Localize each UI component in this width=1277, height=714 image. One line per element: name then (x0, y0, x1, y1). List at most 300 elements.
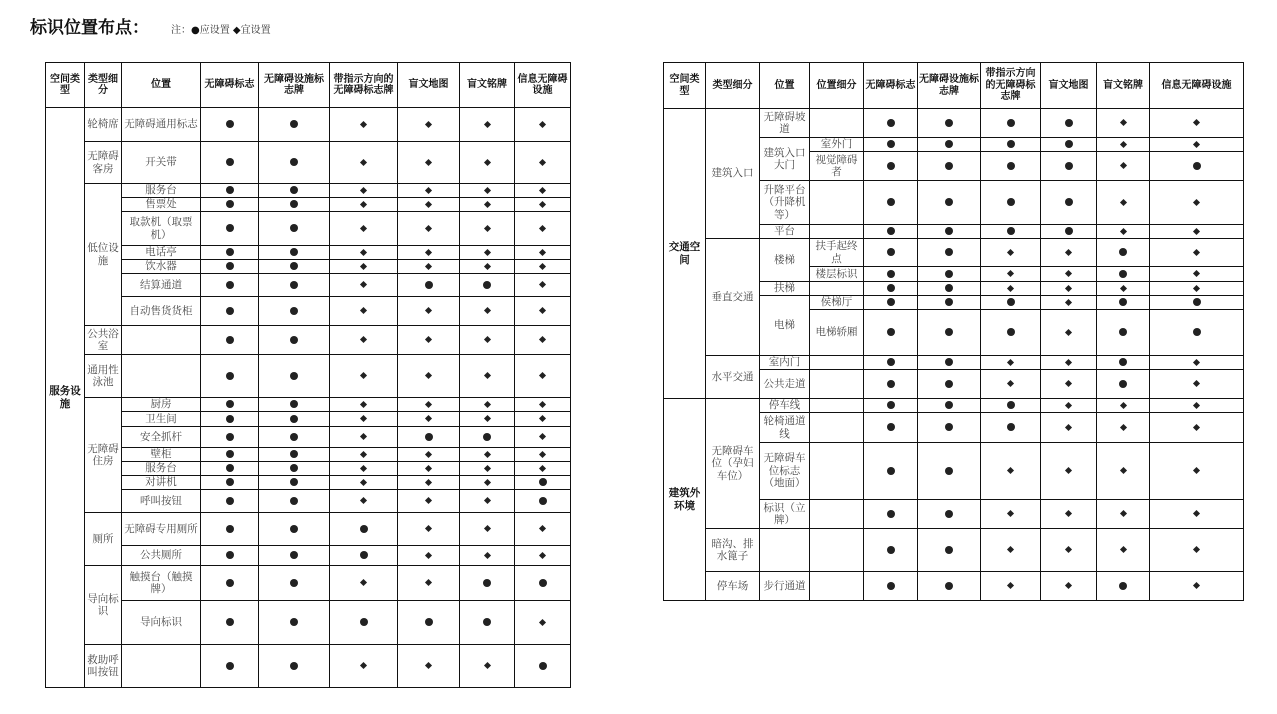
mark-cell (460, 212, 515, 246)
mark-cell (515, 246, 571, 260)
mark-cell (330, 398, 398, 412)
mark-cell (259, 448, 330, 462)
location-cell (122, 326, 201, 355)
mark-cell (918, 529, 981, 572)
mark-cell (259, 546, 330, 566)
table-row (46, 448, 571, 462)
circle-icon (290, 158, 298, 166)
mark-cell (460, 476, 515, 490)
diamond-icon (483, 525, 490, 532)
circle-icon (887, 467, 895, 475)
col-header: 空间类型 (664, 63, 706, 109)
col-header: 无障碍设施标志牌 (918, 63, 981, 109)
mark-cell (1097, 529, 1150, 572)
table-row (46, 566, 571, 601)
diamond-icon (360, 336, 367, 343)
mark-cell (918, 152, 981, 181)
mark-cell (201, 398, 259, 412)
mark-cell (515, 462, 571, 476)
circle-icon (539, 662, 547, 670)
mark-cell (330, 412, 398, 427)
circle-icon (887, 423, 895, 431)
mark-cell (1097, 356, 1150, 370)
location-cell: 导向标识 (122, 601, 201, 645)
circle-icon (945, 328, 953, 336)
location-cell: 取款机（取票机） (122, 212, 201, 246)
mark-cell (398, 476, 460, 490)
mark-cell (259, 142, 330, 184)
diamond-icon (1007, 359, 1014, 366)
circle-icon (290, 450, 298, 458)
diamond-icon (1065, 424, 1072, 431)
mark-cell (515, 448, 571, 462)
diamond-icon (425, 497, 432, 504)
diamond-icon (425, 415, 432, 422)
mark-cell (398, 546, 460, 566)
legend-note (171, 21, 271, 36)
subtype-cell: 轮椅席 (85, 108, 122, 142)
table-row (46, 476, 571, 490)
circle-icon (290, 336, 298, 344)
diamond-icon (360, 465, 367, 472)
circle-icon (1119, 298, 1127, 306)
diamond-icon (1065, 380, 1072, 387)
mark-cell (201, 546, 259, 566)
mark-cell (864, 181, 918, 225)
table-row (46, 546, 571, 566)
diamond-icon (1119, 510, 1126, 517)
diamond-icon (1119, 424, 1126, 431)
mark-cell (515, 198, 571, 212)
diamond-icon (483, 401, 490, 408)
mark-cell (515, 260, 571, 274)
mark-cell (201, 246, 259, 260)
mark-cell (201, 645, 259, 688)
mark-cell (918, 239, 981, 267)
mark-cell (1150, 356, 1244, 370)
mark-cell (201, 212, 259, 246)
mark-cell (1041, 152, 1097, 181)
diamond-icon (360, 415, 367, 422)
diamond-icon (360, 401, 367, 408)
diamond-icon (539, 201, 546, 208)
mark-cell (201, 142, 259, 184)
circle-icon (360, 618, 368, 626)
location-detail-cell (810, 529, 864, 572)
mark-cell (981, 370, 1041, 399)
mark-cell (330, 427, 398, 448)
diamond-icon (360, 225, 367, 232)
diamond-icon (425, 187, 432, 194)
location-cell: 平台 (760, 225, 810, 239)
mark-cell (398, 184, 460, 198)
right-table-body (664, 109, 1244, 601)
space-type-cell: 建筑外环境 (664, 399, 706, 601)
circle-icon (887, 298, 895, 306)
mark-cell (330, 326, 398, 355)
diamond-icon (1065, 546, 1072, 553)
mark-cell (1097, 109, 1150, 138)
circle-icon (887, 140, 895, 148)
location-cell: 开关带 (122, 142, 201, 184)
mark-cell (1041, 225, 1097, 239)
diamond-icon (483, 415, 490, 422)
mark-cell (460, 198, 515, 212)
circle-icon (226, 497, 234, 505)
circle-icon (1119, 270, 1127, 278)
mark-cell (515, 645, 571, 688)
diamond-icon (425, 307, 432, 314)
location-detail-cell: 室外门 (810, 138, 864, 152)
circle-icon (1007, 140, 1015, 148)
diamond-icon (1007, 380, 1014, 387)
diamond-icon (483, 187, 490, 194)
diamond-icon (1193, 199, 1200, 206)
location-detail-cell (810, 356, 864, 370)
header-row (46, 63, 571, 108)
location-cell: 无障碍通用标志 (122, 108, 201, 142)
diamond-icon (360, 662, 367, 669)
diamond-icon (360, 249, 367, 256)
location-detail-cell (810, 181, 864, 225)
mark-cell (515, 490, 571, 513)
mark-cell (515, 427, 571, 448)
mark-cell (515, 355, 571, 398)
mark-cell (515, 412, 571, 427)
location-cell: 自动售货货柜 (122, 297, 201, 326)
diamond-icon (483, 465, 490, 472)
mark-cell (1041, 370, 1097, 399)
location-cell: 壁柜 (122, 448, 201, 462)
mark-cell (1150, 239, 1244, 267)
location-cell: 公共走道 (760, 370, 810, 399)
mark-cell (398, 490, 460, 513)
circle-icon (290, 478, 298, 486)
circle-icon (226, 525, 234, 533)
diamond-icon (1119, 402, 1126, 409)
circle-icon (945, 140, 953, 148)
location-cell: 停车线 (760, 399, 810, 413)
mark-cell (918, 356, 981, 370)
mark-cell (515, 601, 571, 645)
subtype-cell: 通用性泳池 (85, 355, 122, 398)
mark-cell (460, 326, 515, 355)
table-row (46, 198, 571, 212)
circle-icon (887, 401, 895, 409)
mark-cell (1041, 138, 1097, 152)
mark-cell (515, 108, 571, 142)
diamond-icon (483, 372, 490, 379)
circle-icon (1007, 423, 1015, 431)
mark-cell (330, 601, 398, 645)
mark-cell (1041, 310, 1097, 356)
diamond-icon (539, 263, 546, 270)
diamond-icon (1065, 285, 1072, 292)
location-cell: 步行通道 (760, 572, 810, 601)
circle-icon (226, 158, 234, 166)
circle-icon (945, 284, 953, 292)
diamond-icon (360, 263, 367, 270)
subtype-cell: 无障碍客房 (85, 142, 122, 184)
circle-icon (226, 662, 234, 670)
diamond-icon (360, 201, 367, 208)
circle-icon (290, 224, 298, 232)
col-header: 盲文地图 (1041, 63, 1097, 109)
diamond-icon (425, 372, 432, 379)
mark-cell (201, 184, 259, 198)
circle-icon (483, 433, 491, 441)
circle-icon (887, 546, 895, 554)
mark-cell (981, 181, 1041, 225)
mark-cell (398, 355, 460, 398)
circle-icon (290, 415, 298, 423)
circle-icon (425, 281, 433, 289)
col-header: 位置 (760, 63, 810, 109)
mark-cell (1150, 370, 1244, 399)
mark-cell (330, 645, 398, 688)
col-header: 盲文铭牌 (1097, 63, 1150, 109)
table-row (664, 399, 1244, 413)
diamond-icon (1065, 359, 1072, 366)
circle-icon (945, 119, 953, 127)
diamond-icon (1065, 510, 1072, 517)
mark-cell (864, 267, 918, 282)
circle-icon (887, 380, 895, 388)
subtype-cell: 低位设施 (85, 184, 122, 326)
mark-cell (259, 355, 330, 398)
mark-cell (460, 546, 515, 566)
circle-icon (945, 198, 953, 206)
left-table-body (46, 108, 571, 688)
diamond-icon (1193, 249, 1200, 256)
mark-cell (460, 412, 515, 427)
mark-cell (1041, 399, 1097, 413)
circle-icon (226, 618, 234, 626)
mark-cell (981, 282, 1041, 296)
circle-icon (226, 200, 234, 208)
location-cell: 服务台 (122, 184, 201, 198)
location-detail-cell (810, 413, 864, 443)
mark-cell (460, 108, 515, 142)
mark-cell (1150, 152, 1244, 181)
service-facilities-table (45, 62, 571, 688)
subtype-cell: 水平交通 (706, 356, 760, 399)
col-header: 信息无障碍设施 (515, 63, 571, 108)
location-cell: 厨房 (122, 398, 201, 412)
circle-icon (945, 248, 953, 256)
circle-icon (945, 582, 953, 590)
circle-icon (226, 281, 234, 289)
mark-cell (981, 138, 1041, 152)
mark-cell (330, 297, 398, 326)
table-row (46, 490, 571, 513)
mark-cell (460, 355, 515, 398)
subtype-cell: 无障碍住房 (85, 398, 122, 513)
diamond-icon: ◆ (232, 25, 241, 36)
legend-label-required: 应设置 (199, 25, 230, 36)
circle-icon (1007, 198, 1015, 206)
circle-icon (360, 551, 368, 559)
location-cell: 标识（立牌） (760, 500, 810, 529)
circle-icon (290, 400, 298, 408)
diamond-icon (539, 121, 546, 128)
diamond-icon (425, 525, 432, 532)
mark-cell (398, 645, 460, 688)
mark-cell (398, 326, 460, 355)
mark-cell (330, 246, 398, 260)
mark-cell (201, 476, 259, 490)
location-detail-cell (810, 370, 864, 399)
location-cell: 结算通道 (122, 274, 201, 297)
mark-cell (398, 198, 460, 212)
circle-icon (1065, 227, 1073, 235)
mark-cell (330, 355, 398, 398)
mark-cell (515, 398, 571, 412)
table-row (46, 212, 571, 246)
mark-cell (918, 267, 981, 282)
mark-cell (1150, 310, 1244, 356)
location-cell: 无障碍专用厕所 (122, 513, 201, 546)
diamond-icon (425, 159, 432, 166)
mark-cell (515, 274, 571, 297)
mark-cell (1150, 443, 1244, 500)
circle-icon (1007, 328, 1015, 336)
col-header: 位置细分 (810, 63, 864, 109)
mark-cell (460, 184, 515, 198)
diamond-icon (1193, 582, 1200, 589)
mark-cell (398, 398, 460, 412)
diamond-icon (539, 619, 546, 626)
circle-icon (290, 579, 298, 587)
diamond-icon (483, 159, 490, 166)
mark-cell (460, 297, 515, 326)
circle-icon (887, 248, 895, 256)
location-detail-cell (810, 225, 864, 239)
diamond-icon (1065, 299, 1072, 306)
circle-icon (226, 400, 234, 408)
mark-cell (398, 462, 460, 476)
table-row (46, 297, 571, 326)
diamond-icon (1007, 582, 1014, 589)
table-row (46, 601, 571, 645)
circle-icon (290, 433, 298, 441)
mark-cell (330, 260, 398, 274)
mark-cell (918, 399, 981, 413)
mark-cell (981, 310, 1041, 356)
location-cell: 电话亭 (122, 246, 201, 260)
mark-cell (864, 500, 918, 529)
diamond-icon (360, 372, 367, 379)
mark-cell (259, 462, 330, 476)
table-row (46, 398, 571, 412)
table-row (664, 109, 1244, 138)
col-header: 类型细分 (706, 63, 760, 109)
mark-cell (864, 356, 918, 370)
mark-cell (1097, 413, 1150, 443)
traffic-environment-table (663, 62, 1244, 601)
circle-icon (290, 120, 298, 128)
mark-cell (460, 490, 515, 513)
mark-cell (864, 152, 918, 181)
mark-cell (330, 513, 398, 546)
mark-cell (1150, 109, 1244, 138)
mark-cell (1150, 267, 1244, 282)
diamond-icon (1119, 228, 1126, 235)
mark-cell (460, 448, 515, 462)
diamond-icon (1193, 546, 1200, 553)
mark-cell (864, 370, 918, 399)
table-row (664, 529, 1244, 572)
location-cell: 升降平台（升降机等） (760, 181, 810, 225)
diamond-icon (360, 159, 367, 166)
mark-cell (460, 260, 515, 274)
circle-icon (425, 433, 433, 441)
circle-icon (539, 478, 547, 486)
mark-cell (1097, 296, 1150, 310)
location-cell: 触摸台（触摸牌） (122, 566, 201, 601)
legend-label-recommended: 宜设置 (240, 25, 271, 36)
diamond-icon (425, 479, 432, 486)
mark-cell (918, 138, 981, 152)
diamond-icon (539, 451, 546, 458)
circle-icon (290, 262, 298, 270)
circle-icon (1193, 298, 1201, 306)
circle-icon (290, 551, 298, 559)
circle-icon (887, 270, 895, 278)
diamond-icon (483, 249, 490, 256)
circle-icon (290, 248, 298, 256)
diamond-icon (539, 415, 546, 422)
mark-cell (201, 355, 259, 398)
circle-icon (1007, 401, 1015, 409)
table-row (46, 184, 571, 198)
location-cell: 安全抓杆 (122, 427, 201, 448)
diamond-icon (425, 552, 432, 559)
diamond-icon (1193, 467, 1200, 474)
mark-cell (1041, 500, 1097, 529)
mark-cell (460, 462, 515, 476)
mark-cell (864, 282, 918, 296)
mark-cell (330, 274, 398, 297)
mark-cell (330, 448, 398, 462)
table-row (46, 462, 571, 476)
location-cell: 饮水器 (122, 260, 201, 274)
header-row (664, 63, 1244, 109)
location-cell (760, 529, 810, 572)
mark-cell (201, 601, 259, 645)
mark-cell (460, 513, 515, 546)
table-row (46, 412, 571, 427)
mark-cell (515, 297, 571, 326)
mark-cell (1150, 399, 1244, 413)
circle-icon (483, 618, 491, 626)
diamond-icon (425, 579, 432, 586)
diamond-icon (360, 121, 367, 128)
diamond-icon (1119, 141, 1126, 148)
location-detail-cell (810, 282, 864, 296)
diamond-icon (483, 336, 490, 343)
location-cell: 卫生间 (122, 412, 201, 427)
circle-icon (360, 525, 368, 533)
circle-icon (887, 198, 895, 206)
circle-icon (226, 307, 234, 315)
mark-cell (1097, 152, 1150, 181)
col-header: 盲文地图 (398, 63, 460, 108)
col-header: 无障碍标志 (864, 63, 918, 109)
mark-cell (398, 513, 460, 546)
diamond-icon (1119, 467, 1126, 474)
mark-cell (981, 356, 1041, 370)
